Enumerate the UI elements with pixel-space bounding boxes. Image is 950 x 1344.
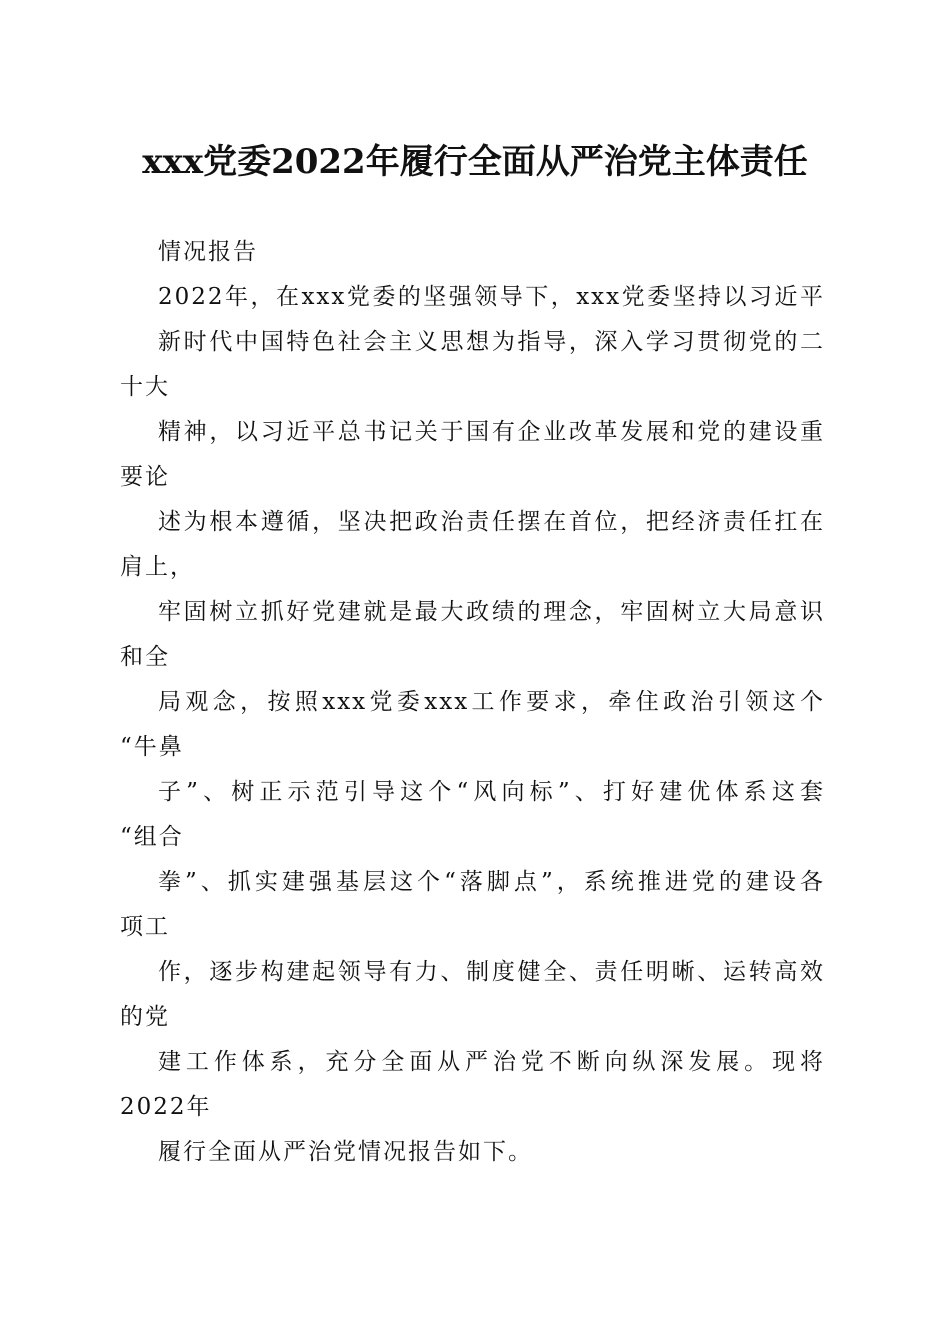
text-line-18: 的党 bbox=[120, 1004, 170, 1030]
document-body bbox=[120, 230, 825, 1175]
text-line-6: 要论 bbox=[120, 464, 170, 490]
text-line-5: 精神，以习近平总书记关于国有企业改革发展和党的建设重 bbox=[158, 419, 825, 445]
text-line-16: 项工 bbox=[120, 914, 170, 940]
text-line-21: 履行全面从严治党情况报告如下。 bbox=[158, 1139, 533, 1165]
text-line-4: 十大 bbox=[120, 374, 170, 400]
text-line-1: 情况报告 bbox=[158, 239, 258, 265]
text-line-3: 新时代中国特色社会主义思想为指导，深入学习贯彻党的二 bbox=[158, 329, 825, 355]
document-title: xxx党委2022年履行全面从严治党主体责任 bbox=[142, 142, 808, 182]
text-line-14: “组合 bbox=[120, 824, 184, 850]
text-line-9: 牢固树立抓好党建就是最大政绩的理念，牢固树立大局意识 bbox=[158, 599, 825, 625]
text-line-15: 拳”、抓实建强基层这个“落脚点”，系统推进党的建设各 bbox=[158, 869, 825, 895]
text-line-20: 2022年 bbox=[120, 1094, 212, 1120]
text-line-2: 2022年，在xxx党委的坚强领导下，xxx党委坚持以习近平 bbox=[158, 284, 825, 310]
text-line-10: 和全 bbox=[120, 644, 170, 670]
text-line-17: 作，逐步构建起领导有力、制度健全、责任明晰、运转高效 bbox=[158, 959, 825, 985]
text-line-8: 肩上， bbox=[120, 554, 195, 580]
text-line-13: 子”、树正示范引导这个“风向标”、打好建优体系这套 bbox=[158, 779, 825, 805]
text-line-12: “牛鼻 bbox=[120, 734, 184, 760]
text-line-11: 局观念，按照xxx党委xxx工作要求，牵住政治引领这个 bbox=[158, 689, 825, 715]
text-line-19: 建工作体系，充分全面从严治党不断向纵深发展。现将 bbox=[158, 1049, 825, 1075]
text-line-7: 述为根本遵循，坚决把政治责任摆在首位，把经济责任扛在 bbox=[158, 509, 825, 535]
